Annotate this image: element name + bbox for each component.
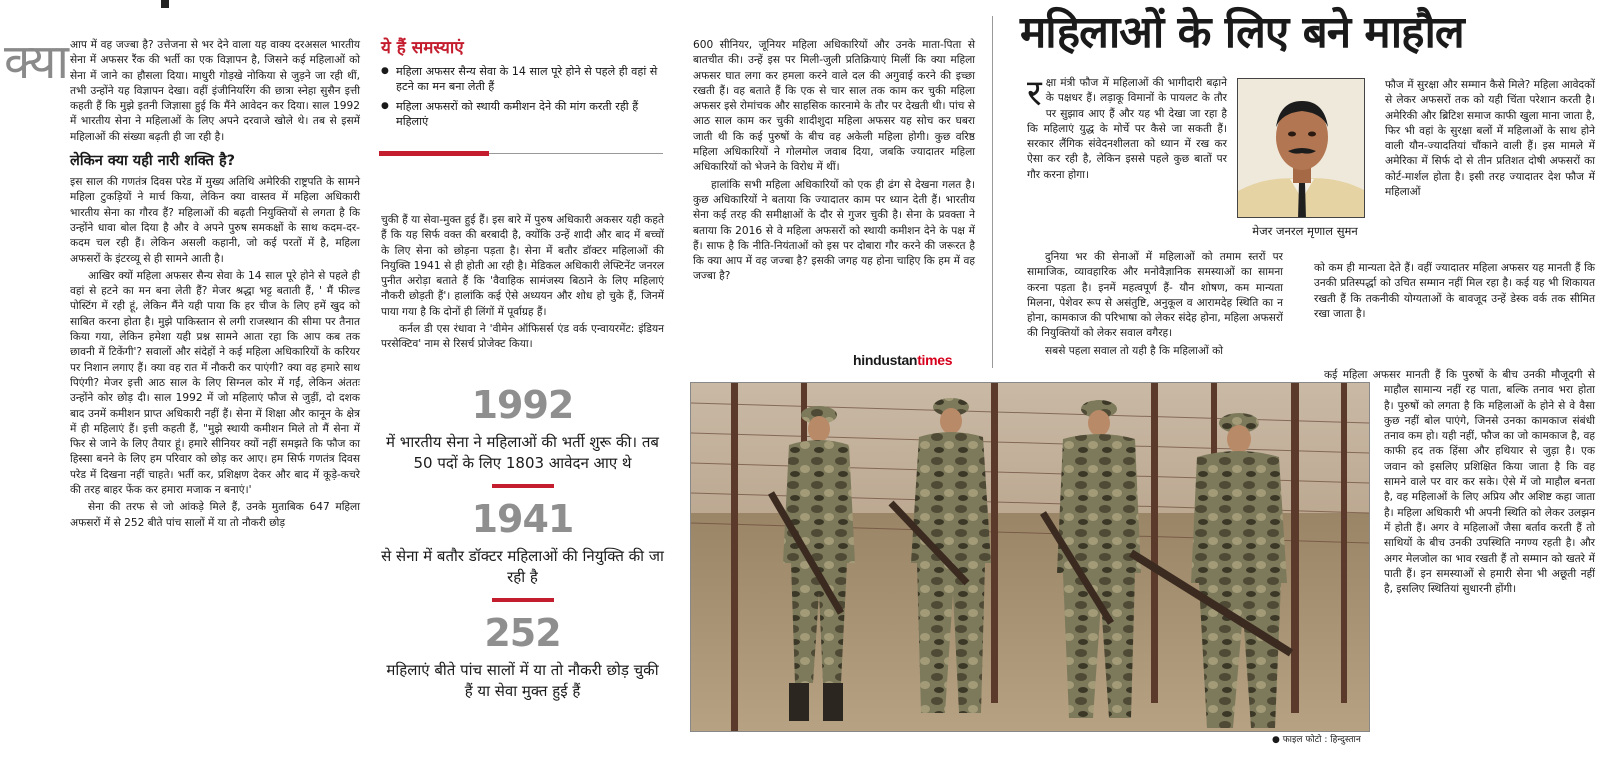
col3-para2: हालांकि सभी महिला अधिकारियों को एक ही ढंग से देखना गलत है। कुछ अधिकारियों ने बताया कि ज्यादातर काम पर ध्यान देती हैं। भारतीय सेना कई तरह की समीक्षाओं के दौर से गुजर चुकी है। सेना के प्रवक्ता ने बताया कि 2016 से वे महिला अफसरों को स्थायी कमीशन देने के पक्ष में हैं। साफ है कि नीति-नियंताओं को इस पर दोबारा गौर करने की जरूरत है कि क्या आप में वह जज्बा है? इसकी जगह यह होना चाहिए कि हम में वह जज्बा है? xyxy=(693,178,975,283)
col4-para1 xyxy=(1027,73,1227,183)
stat-text: से सेना में बतौर डॉक्टर महिलाओं की नियुक्ति की जा रही है xyxy=(381,547,664,586)
col3-para1: 600 सीनियर, जूनियर महिला अधिकारियों और उनके माता-पिता से बातचीत की। उन्हें इस पर मिली-जुली प्रतिक्रियाएं मिलीं कि क्या महिला अफसर घात लगा कर हमला करने वाले दल की अगुवाई करने की इच्छा रखती हैं। वह बताते हैं कि एक से चार साल तक काम कर चुकी महिला अफसर इसे रोमांचक और साहसिक कारनामे के तौर पर देखती थी। पांच से आठ साल काम कर चुकी शादीशुदा महिला अफसर यह सोच कर घबरा जाती थी कि कई पुरुषों के बीच वह अकेली महिला होगी। कुछ वरिष्ठ महिला अधिकारियों ने गोलमोल जवाब दिया, जबकि ज्यादातर महिला अधिकारियों को भेजने के विरोध में थीं। xyxy=(693,39,975,174)
stat-number: 252 xyxy=(484,611,561,655)
stat-number: 1941 xyxy=(471,497,574,541)
portrait-photo xyxy=(1237,78,1365,218)
intro-word: क्या xyxy=(4,34,68,90)
hindustan-times-logo xyxy=(853,352,952,368)
problem-item: ● महिला अफसर सैन्य सेवा के 14 साल पूरे होने से पहले ही वहां से हटने का मन बना लेती हैं xyxy=(381,64,663,94)
col5-para2: को कम ही मान्यता देते हैं। वहीं ज्यादातर महिला अफसर यह मानती हैं कि उनकी प्रतिस्पर्द्धा को उचित सम्मान नहीं मिल रहा है। कई यह भी शिकायत रखती हैं कि तकनीकी योग्यताओं के बावजूद उन्हें डेस्क वर्क तक सीमित रखा जाता है। xyxy=(1314,262,1595,320)
col2-para1: चुकी हैं या सेवा-मुक्त हुई हैं। इस बारे में पुरुष अधिकारी अकसर यही कहते हैं कि यह सिर्फ वक्त की बरबादी है, क्योंकि उन्हें शादी और बाद में बच्चों के लिए सेना को छोड़ना पड़ता है। सेना में बतौर डॉक्टर महिलाओं की नियुक्ति 1941 से ही होती आ रही है। मेडिकल अधिकारी लेफ्टिनेंट जनरल पुनीत अरोड़ा बताते हैं कि 'वैवाहिक सामंजस्य बिठाने के लिए महिलाएं नौकरी छोड़ती हैं'। हालांकि कई ऐसे अध्ययन और शोध हो चुके हैं, जिनमें पाया गया है कि दोनों ही लिंगों में पूर्वाग्रह हैं। xyxy=(381,214,664,318)
article-column-1 xyxy=(70,38,360,533)
problems-title: ये हैं समस्याएं xyxy=(381,38,464,58)
photo-credit: ● फाइल फोटो : हिन्दुस्तान xyxy=(1272,735,1361,745)
stat-divider xyxy=(492,598,554,602)
col5-para1: फौज में सुरक्षा और सम्मान कैसे मिले? महिला आवेदकों से लेकर अफसरों तक को यही चिंता परेशान करती है। अमेरिकी और ब्रिटिश समाज काफी खुला माना जाता है, फिर भी वहां के सुरक्षा बलों में महिलाओं के साथ होने वाली यौन-ज्यादतियां चौंकाने वाली हैं। इस मामले में अमेरिका में सिर्फ दो से तीन प्रतिशत दोषी अफसरों का कोर्ट-मार्शल होता है। इसी तरह ज्यादातर देश फौज में महिलाओं xyxy=(1385,79,1595,199)
logo-part-1: hindustan xyxy=(853,352,918,368)
col1-para3: आखिर क्यों महिला अफसर सैन्य सेवा के 14 साल पूरे होने से पहले ही वहां से हटने का मन बना लेती हैं? मेजर श्रद्धा भट्ट बताती हैं, ' मैं फील्ड पोस्टिंग में रही हूं, लेकिन मैंने यही पाया कि हर चीज के लिए हमें खुद को साबित करना होता है। मुझे पाकिस्तान से लगी राजस्थान की सीमा पर तैनात किया गया, लेकिन हमेशा यही प्रश्न सामने आता रहा कि आप कब तक छावनी में टिकेंगी'? सवालों और संदेहों ने कई महिला अधिकारियों के करियर पर निशान लगाए हैं। क्या वह रात में नौकरी कर पाएंगी? क्या वह हमारे साथ पिएंगी? मेजर इत्ती आठ साल के लिए सिग्नल कोर में गईं, लेकिन अंततः उन्होंने कोर छोड़ दी। साल 1992 में जो महिलाएं फौज से जुड़ीं, दो दशक बाद उनमें कमीशन प्राप्त अधिकारी नहीं हैं। सेना में शिक्षा और कानून के क्षेत्र में ही महिलाएं हैं। इत्ती कहती हैं, "मुझे स्थायी कमीशन मिले तो मैं सेना में फिर से जाने के लिए तैयार हूं। हमारे सीनियर क्यों नहीं समझते कि फौज का हिस्सा बनने के लिए हम परिवार को छोड़ कर आए। हम सिर्फ गणतंत्र दिवस परेड में दिखना नहीं चाहते। भर्ती कर, प्रशिक्षण देकर और बाद में कूड़े-कचरे की तरह बाहर फेंक कर हमारा मजाक न बनाएं।' xyxy=(70,269,360,497)
col2-para2: कर्नल डी एस रंधावा ने 'वीमेन ऑफिसर्स एंड वर्क एन्वायरमेंट: इंडियन परसेक्टिव' नाम से रिसर्च प्रोजेक्ट किया। xyxy=(381,323,664,351)
drop-cap: र xyxy=(1027,73,1042,114)
subheading: लेकिन क्या यही नारी शक्ति है? xyxy=(70,153,236,170)
article-column-2 xyxy=(381,213,664,355)
top-marker xyxy=(161,0,169,8)
article-column-4 xyxy=(1027,73,1227,185)
col1-para2: इस साल की गणतंत्र दिवस परेड में मुख्य अतिथि अमेरिकी राष्ट्रपति के सामने महिला टुकड़ियों ने मार्च किया, लेकिन क्या वास्तव में महिला अधिकारी भारतीय सेना का गौरव हैं? महिलाओं की बढ़ती नियुक्तियों से लगता है कि उन्होंने धावा बोल दिया है और वे अपने पुरुष समकक्षों के साथ कदम-दर-कदम चल रही हैं। लेकिन असली कहानी, जो कई परतों में है, महिला अफसरों के इंटरव्यू से ही सामने आती है। xyxy=(70,176,360,265)
soldiers-image xyxy=(691,383,1370,732)
problems-list xyxy=(381,64,663,129)
stat-text: महिलाएं बीते पांच सालों में या तो नौकरी छोड़ चुकी हैं या सेवा मुक्त हुई हैं xyxy=(386,661,659,700)
man-portrait-image xyxy=(1238,79,1365,218)
col1-para1: आप में वह जज्बा है? उत्तेजना से भर देने वाला यह वाक्य दरअसल भारतीय सेना में अफसर रैंक की भर्ती का एक विज्ञापन है, जिसने कई महिलाओं को सेना में जाने का हौसला दिया। माधुरी गोड़खे नोकिया से जुड़ने जा रही थीं, तभी उन्होंने यह विज्ञापन देखा। वहीं इंजीनियरिंग की छात्रा स्नेहा सुसैन इत्ती कहती हैं कि मुझे इतनी जिज्ञासा हुई कि मैंने आवेदन कर दिया। साल 1992 में भारतीय सेना ने महिलाओं के लिए अपने दरवाजे खोले थे। तब से इसमें महिलाओं की संख्या बढ़ती ही जा रही है। xyxy=(70,39,360,143)
col4-para1-text: क्षा मंत्री फौज में महिलाओं की भागीदारी बढ़ाने के पक्षधर हैं। लड़ाकू विमानों के पायलट के तौर पर सुझाव आए हैं और यह भी देखा जा रहा है कि महिलाएं युद्ध के मोर्चे पर कैसे जा सकती हैं। सरकार लैंगिक संवेदनशीलता को ध्यान में रख कर ऐसा कर रही है, लेकिन इससे पहले कुछ बातों पर गौर करना होगा। xyxy=(1027,77,1227,181)
problem-item: ● महिला अफसरों को स्थायी कमीशन देने की मांग करती रही हैं महिलाएं xyxy=(381,99,663,129)
stat-number: 1992 xyxy=(471,383,574,427)
women-soldiers-photo xyxy=(690,382,1370,732)
portrait-caption: मेजर जनरल मृणाल सुमन xyxy=(1252,224,1358,238)
article-column-4-lower xyxy=(1027,250,1283,361)
logo-part-2: times xyxy=(917,352,953,368)
accent-bar xyxy=(379,151,489,156)
problems-box xyxy=(381,36,663,134)
stats-block xyxy=(381,384,664,702)
article-column-5-mid xyxy=(1314,261,1595,324)
stat-text: में भारतीय सेना ने महिलाओं की भर्ती शुरू की। तब 50 पदों के लिए 1803 आवेदन आए थे xyxy=(386,433,659,472)
article-column-3 xyxy=(693,38,975,287)
col4-para3: सबसे पहला सवाल तो यही है कि महिलाओं को xyxy=(1045,344,1223,357)
col1-para4: सेना की तरफ से जो आंकड़े मिले हैं, उनके मुताबिक 647 महिला अफसरों में से 252 बीते पांच सालों में या तो नौकरी छोड़ xyxy=(70,501,360,529)
col5-para3: कई महिला अफसर मानती हैं कि पुरुषों के बीच उनकी मौजूदगी से माहौल सामान्य नहीं रह पाता, बल्कि तनाव भरा होता है। पुरुषों को लगता है कि महिलाओं के होने से वे वैसा कुछ नहीं बोल पाएंगे, जिनसे उनका कामकाज संबंधी तनाव कम हो। यही नहीं, फौज का जो कामकाज है, वह काफी हद तक हिंसा और हथियार से जुड़ा है। एक जवान को इसलिए प्रशिक्षित किया जाता है कि वह सामने वाले पर वार कर सके। ऐसे में जो माहौल बनता है, वह महिलाओं के लिए अप्रिय और अशिष्ट कहा जाता है। महिला अधिकारी भी अपनी स्थिति को लेकर उलझन में होती हैं। अगर वे महिलाओं जैसा बर्ताव करती हैं तो साथियों के बीच उनकी उपस्थिति नगण्य रहती है। और अगर मेलजोल का भाव रखती हैं तो सम्मान को खतरे में पाती हैं। इन समस्याओं से हमारी सेना भी अछूती नहीं है, इसलिए स्थितियां सुधारनी होंगी। xyxy=(1324,369,1595,596)
stat-divider xyxy=(492,484,554,488)
article-column-5-lower xyxy=(1324,368,1595,599)
headline: महिलाओं के लिए बने माहौल xyxy=(1020,7,1464,58)
column-divider xyxy=(992,16,993,368)
article-column-5 xyxy=(1385,78,1595,202)
col4-para2: दुनिया भर की सेनाओं में महिलाओं को तमाम स्तरों पर सामाजिक, व्यावहारिक और मनोवैज्ञानिक समस्याओं का सामना करना पड़ता है। इनमें महत्वपूर्ण हैं- यौन शोषण, कम मान्यता मिलना, पेशेवर रूप से असंतुष्टि, अनुकूल व आरामदेह स्थिति का न होना, कामकाज की परिभाषा को लेकर संदेह होना, महिला अफसरों की नियुक्तियों को लेकर सवाल वगैरह। xyxy=(1027,251,1283,340)
